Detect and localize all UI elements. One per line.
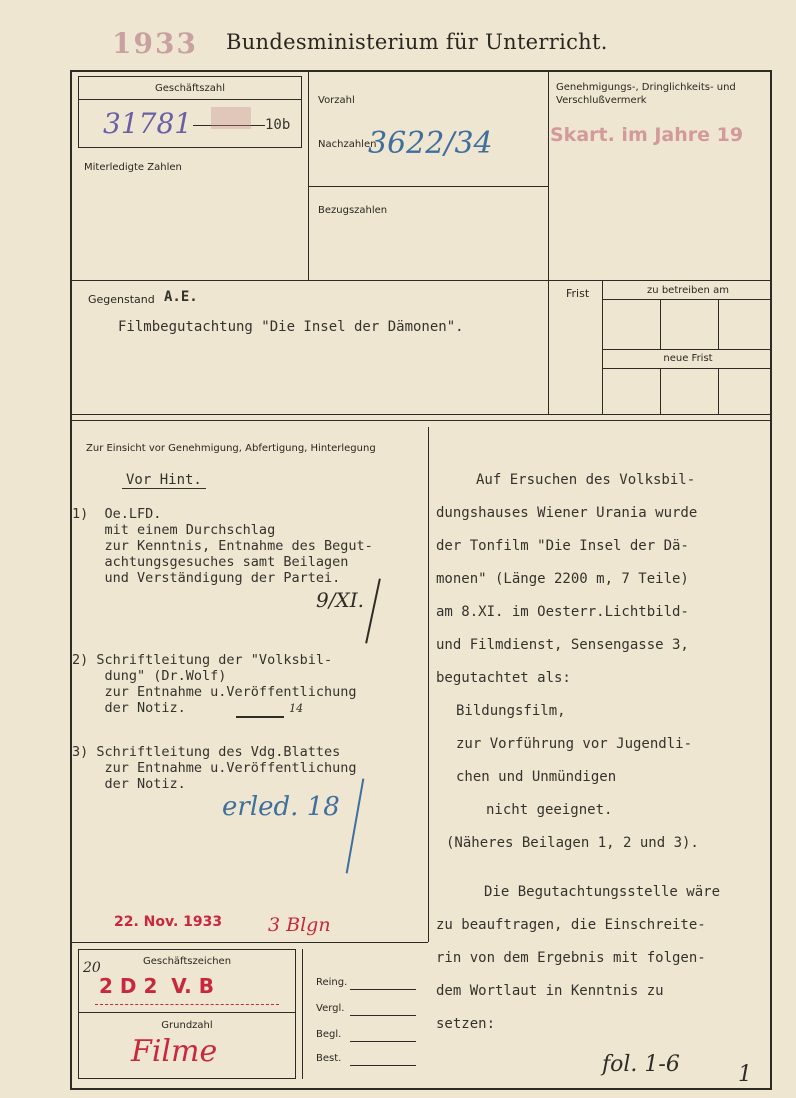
item-2-volksbildung: 2) Schriftleitung der "Volksbil- dung" (Dr.Wolf) zur Entnahme u.Veröffentlichung der Notiz. — [72, 652, 357, 716]
right-line: Bildungsfilm, — [456, 703, 566, 719]
subject-text: Filmbegutachtung "Die Insel der Dämonen". — [118, 319, 464, 335]
item-2-handwritten — [236, 702, 303, 722]
page-number: 1 — [738, 1062, 752, 1087]
year-stamp: 1933 — [112, 27, 198, 60]
geschaeftszeichen-value: 2 D 2 V. B — [99, 974, 214, 998]
zu-betreiben-label: zu betreiben am — [647, 285, 729, 296]
date-stamp: 22. Nov. 1933 — [114, 914, 223, 930]
geschaeftszeichen-label: Geschäftszeichen — [142, 956, 232, 967]
right-line-2: setzen: — [436, 1016, 496, 1032]
geschaeftszahl-label: Geschäftszahl — [154, 83, 226, 94]
right-line: Auf Ersuchen des Volksbil- — [476, 472, 696, 488]
geschaeftszeichen-handwritten: 20 — [83, 960, 101, 976]
folio-handwritten: fol. 1-6 — [602, 1052, 680, 1077]
right-line: begutachtet als: — [436, 670, 571, 686]
grundzahl-handwritten: Filme — [131, 1034, 218, 1069]
beilagen-handwritten: 3 Blgn — [268, 914, 331, 936]
item-1-handwritten: 9/XI. — [316, 588, 364, 612]
vergl-label: Vergl. — [316, 1003, 345, 1014]
right-line: und Filmdienst, Sensengasse 3, — [436, 637, 689, 653]
gegenstand-label: Gegenstand — [88, 293, 155, 306]
item-1-oe-lfd: 1) Oe.LFD. mit einem Durchschlag zur Kenntnis, Entnahme des Begut- achtungsgesuches samt Beilagen und Verständigung der Partei. — [72, 506, 373, 586]
item-2-signature — [236, 706, 284, 718]
item-3-blue-stroke — [346, 779, 365, 874]
right-line: monen" (Länge 2200 m, 7 Teile) — [436, 571, 689, 587]
form-frame — [70, 70, 772, 1090]
gegenstand-value: A.E. — [164, 289, 198, 305]
item-2-day: 14 — [289, 702, 304, 715]
right-line-2: Die Begutachtungsstelle wäre — [484, 884, 721, 900]
skart-stamp: Skart. im Jahre 19 — [550, 124, 744, 146]
vorzahl-label: Vorzahl — [318, 95, 355, 106]
right-line: (Näheres Beilagen 1, 2 und 3). — [446, 835, 699, 851]
best-label: Best. — [316, 1053, 342, 1064]
item-3-vdg-blatt: 3) Schriftleitung des Vdg.Blattes zur Entnahme u.Veröffentlichung der Notiz. — [72, 744, 357, 792]
right-line: nicht geeignet. — [486, 802, 613, 818]
bezugszahlen-label: Bezugszahlen — [318, 205, 388, 216]
right-line-2: zu beauftragen, die Einschreite- — [436, 917, 706, 933]
nachzahlen-label: Nachzahlen — [318, 139, 377, 150]
right-line: chen und Unmündigen — [456, 769, 617, 785]
reing-label: Reing. — [316, 977, 348, 988]
begl-label: Begl. — [316, 1029, 342, 1040]
vor-hint: Vor Hint. — [122, 472, 206, 489]
right-line-2: dem Wortlaut in Kenntnis zu — [436, 983, 664, 999]
einsicht-heading: Zur Einsicht vor Genehmigung, Abfertigung, Hinterlegung — [86, 443, 376, 454]
right-line: dungshauses Wiener Urania wurde — [436, 505, 698, 521]
geschaeftszahl-handwritten: 31781 — [103, 107, 193, 140]
ministry-title: Bundesministerium für Unterricht. — [226, 30, 608, 54]
frist-label: Frist — [566, 287, 590, 300]
vermerk-label: Genehmigungs-, Dringlichkeits- und Verschlußvermerk — [556, 82, 736, 106]
right-line: der Tonfilm "Die Insel der Dä- — [436, 538, 689, 554]
geschaeftszahl-suffix: 10b — [265, 117, 291, 133]
right-line: am 8.XI. im Oesterr.Lichtbild- — [436, 604, 689, 620]
geschaeftszahl-box — [78, 76, 302, 148]
right-line: zur Vorführung vor Jugendli- — [456, 736, 693, 752]
item-3-handwritten: erled. 18 — [222, 792, 340, 822]
miterledigte-label: Miterledigte Zahlen — [84, 162, 182, 173]
geschaeftszeichen-box — [78, 949, 296, 1079]
nachzahlen-handwritten: 3622/34 — [368, 126, 493, 161]
stamp-mark — [211, 107, 251, 129]
item-1-signature-stroke — [365, 579, 381, 644]
right-line-2: rin von dem Ergebnis mit folgen- — [436, 950, 706, 966]
neue-frist-label: neue Frist — [663, 353, 713, 364]
grundzahl-label: Grundzahl — [161, 1020, 213, 1031]
